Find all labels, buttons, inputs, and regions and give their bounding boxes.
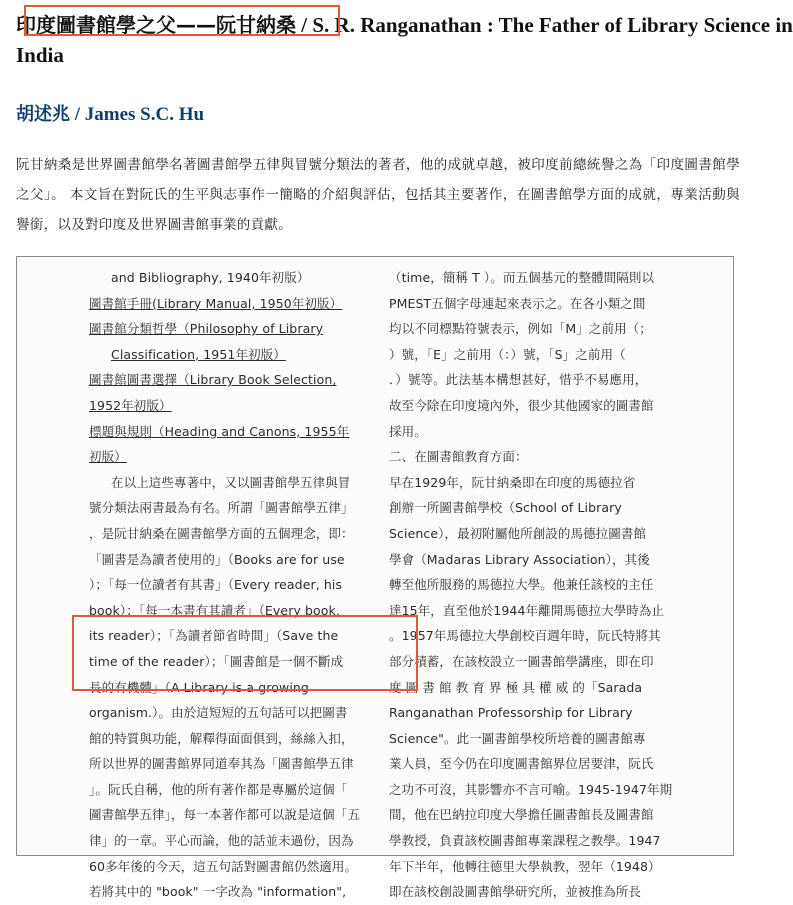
scan-line: 長的有機體」（A Library is a growing: [89, 679, 309, 695]
author-line: [16, 102, 740, 128]
scan-left-column: [27, 265, 375, 900]
scan-line: its reader）；「為讀者節省時間」（Save the: [89, 628, 339, 644]
page-title-line2: India: [16, 43, 64, 67]
scan-line: 二、在圖書館教育方面：: [389, 449, 528, 465]
scan-line: 「圖書是為讀者使用的」（Books are for use: [89, 551, 345, 567]
scan-line: Science），最初附屬他所創設的馬德拉圖書館: [389, 525, 647, 541]
scan-line: 若將其中的 "book" 一字改為 "information",: [89, 884, 347, 900]
scan-line: 。1957年馬德拉大學創校百週年時，阮氏特將其: [389, 628, 661, 644]
scan-line: 」。阮氏自稱，他的所有著作都是專屬於這個「: [89, 781, 348, 797]
scan-line: 均以不同標點符號表示，例如「M」之前用（；: [389, 321, 652, 337]
page-title-cjk: 印度圖書館學之父——阮甘納桑: [16, 13, 296, 37]
scan-line: （time，簡稱 T ）。而五個基元的整體間隔則以: [389, 270, 655, 285]
scan-line: 館的特質與功能，解釋得面面俱到，絲絲入扣，: [89, 730, 354, 746]
scan-line: 1952年初版）: [89, 397, 172, 413]
scanned-page-figure: [16, 256, 734, 900]
scan-line: 學教授，負責該校圖書館專業課程之教學。1947: [389, 833, 661, 849]
scanned-page-columns: [17, 257, 733, 900]
scan-line: Science"。此一圖書館學校所培養的圖書館專: [389, 730, 646, 746]
scan-line: 早在1929年，阮甘納桑即在印度的馬德拉省: [389, 474, 636, 490]
scan-line: 60多年後的今天，這五句話對圖書館仍然適用。: [89, 858, 358, 874]
scan-line: ）號，「E」之前用（：）號，「S」之前用（: [389, 346, 626, 362]
scan-line: and Bibliography, 1940年初版）: [111, 270, 310, 285]
scan-line: 即在該校創設圖書館學研究所，並被推為所長: [389, 884, 642, 900]
scan-line: 初版）: [89, 449, 127, 465]
scan-line: Classification, 1951年初版）: [111, 346, 286, 362]
scan-line: 間，他在巴納拉印度大學擔任圖書館長及圖書館: [389, 807, 654, 823]
abstract-text: 阮甘納桑是世界圖書館學名著圖書館學五律與冒號分類法的著者，他的成就卓越，被印度前總統譽之為「印度圖書館學之父」。 本文旨在對阮氏的生平與志事作一簡略的介紹與評估，包括其主要著作，在圖書館學方面的成就，專業活動與譽銜，以及對印度及世界圖書館事業的貢獻。: [16, 157, 740, 233]
scan-line: 業人員，至今仍在印度圖書館界位居要津，阮氏: [389, 756, 654, 772]
scan-line: 圖書館手冊(Library Manual, 1950年初版）: [89, 295, 343, 311]
scan-right-column: [375, 265, 723, 900]
scan-line: 號分類法兩書最為有名。所謂「圖書館學五律」: [89, 500, 354, 516]
title-block: [16, 0, 793, 70]
scan-line: 度 圖 書 館 教 育 界 極 具 權 威 的「Sarada: [389, 679, 643, 695]
scan-line: 部分積蓄，在該校設立一圖書館學講座，即在印: [389, 653, 654, 669]
scan-line: ）；「每一位讀者有其書」（Every reader, his: [89, 577, 343, 593]
scan-line: 之功不可沒，其影響亦不言可喻。1945-1947年期: [389, 781, 673, 797]
scan-line: 所以世界的圖書館界同道奉其為「圖書館學五律: [89, 756, 354, 772]
scan-line: 圖書館分類哲學（Philosophy of Library: [89, 321, 324, 337]
scan-line: 達15年，直至他於1944年離開馬德拉大學時為止: [389, 602, 665, 618]
scan-line: ，是阮甘納桑在圖書館學方面的五個理念，即：: [89, 525, 354, 541]
author-name-english: James S.C. Hu: [84, 104, 205, 125]
author-name-cjk: 胡述兆: [16, 104, 70, 125]
scan-line: 年下半年，他轉往德里大學執教，翌年（1948）: [389, 858, 661, 874]
scan-line: 在以上這些專著中，又以圖書館學五律與冒: [111, 474, 351, 490]
scan-line: 標題與規則（Heading and Canons, 1955年: [89, 423, 350, 439]
scan-line: book）；「每一本書有其讀者」（Every book,: [89, 602, 340, 618]
author-separator: /: [70, 104, 85, 125]
page-title-separator: /: [296, 13, 313, 37]
page-title: [16, 10, 793, 40]
scan-line: ．）號等。此法基本構想甚好，惜乎不易應用，: [389, 372, 648, 388]
scan-line: 圖書館學五律」，每一本著作都可以說是這個「五: [89, 807, 360, 823]
scan-line: time of the reader）；「圖書館是一個不斷成: [89, 653, 344, 669]
scan-line: 學會（Madaras Library Association），其後: [389, 551, 650, 567]
scan-line: 故至今除在印度境內外，很少其他國家的圖書館: [389, 397, 654, 413]
scan-line: organism.）。由於這短短的五句話可以把圖書: [89, 705, 348, 721]
scan-line: 採用。: [389, 423, 427, 439]
page-title-english: S. R. Ranganathan : The Father of Library Science in: [312, 13, 793, 37]
scan-line: 圖書館圖書選擇（Library Book Selection,: [89, 372, 337, 388]
scan-line: PMEST五個字母連起來表示之。在各小類之間: [389, 295, 646, 311]
scan-line: 轉至他所服務的馬德拉大學。他兼任該校的主任: [389, 577, 654, 593]
scan-line: 律」的一章。平心而論，他的話並未過份，因為: [89, 833, 354, 849]
scan-line: 創辦一所圖書館學校（School of Library: [389, 500, 622, 516]
scan-line: Ranganathan Professorship for Library: [389, 705, 633, 721]
